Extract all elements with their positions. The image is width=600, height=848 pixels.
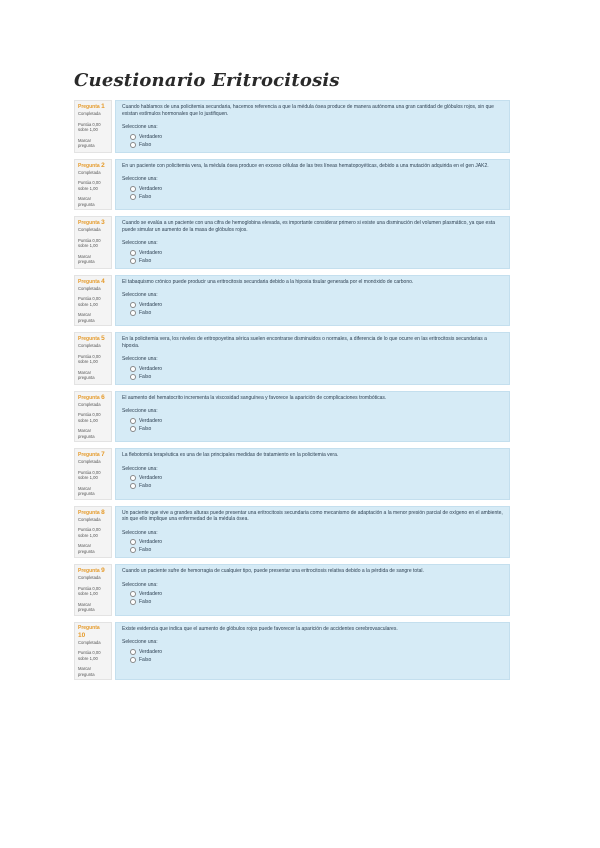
question-status: Completada (78, 459, 101, 464)
select-label: Seleccione una: (122, 240, 158, 246)
question-status: Completada (78, 169, 101, 175)
option-false[interactable] (130, 373, 503, 381)
question-block (74, 275, 510, 327)
question-info (74, 622, 112, 681)
flag-question-link[interactable]: Marcar pregunta (78, 312, 95, 323)
question-status: Completada (78, 111, 101, 116)
flag-question-link[interactable]: Marcar pregunta (78, 253, 95, 264)
radio-button[interactable] (130, 426, 136, 432)
question-number (78, 162, 108, 170)
question-score: Puntúa 0,00 sobre 1,00 (78, 469, 101, 480)
question-status: Completada (78, 639, 101, 645)
option-true-label: Verdadero (139, 539, 163, 545)
radio-button[interactable] (130, 547, 136, 553)
question-content (115, 564, 510, 616)
question-content (115, 332, 510, 385)
question-label: Pregunta (78, 452, 100, 458)
question-text: Cuando hablamos de una policitemia secundaria, hacemos referencia a que la médula ósea produce de manera autónoma una gran cantidad de glóbulos rojos, sin que existan estímulos hormonales que lo justifiquen. (122, 104, 494, 117)
question-text: Cuando un paciente sufre de hemorragia de cualquier tipo, puede presentar una eritrocitosis relativa debido a la pérdida de sangre total. (122, 568, 424, 574)
option-true[interactable] (130, 249, 503, 257)
flag-question-link[interactable]: Marcar pregunta (78, 666, 95, 677)
option-false-label: Falso (139, 599, 152, 605)
question-content (115, 216, 510, 269)
question-label: Pregunta (78, 394, 100, 401)
question-text: Un paciente que vive a grandes alturas puede presentar una eritrocitosis secundaria como mecanismo de adaptación a la menor presión parcial de oxígeno en el ambiente, sin que ello implique una enfermedad de la médula ósea. (122, 509, 503, 522)
radio-button[interactable] (130, 418, 136, 424)
question-block (74, 506, 510, 559)
option-false[interactable] (130, 425, 503, 433)
option-true-label: Verdadero (139, 185, 163, 192)
question-info (74, 332, 112, 385)
radio-button[interactable] (130, 657, 136, 663)
question-block (74, 216, 510, 269)
question-num: 3 (101, 219, 105, 226)
question-status: Completada (78, 227, 101, 232)
question-label: Pregunta (78, 568, 100, 574)
question-number (78, 335, 108, 343)
question-num: 8 (101, 508, 105, 516)
option-true-label: Verdadero (139, 133, 163, 140)
radio-button[interactable] (130, 483, 136, 489)
question-num: 1 (101, 103, 105, 110)
radio-button[interactable] (130, 258, 136, 264)
option-false[interactable] (130, 546, 503, 554)
page-title: Cuestionario Eritrocitosis (74, 70, 340, 91)
question-num: 5 (101, 335, 105, 342)
question-score: Puntúa 0,00 sobre 1,00 (78, 650, 101, 661)
radio-button[interactable] (130, 374, 136, 380)
option-true[interactable] (130, 133, 503, 141)
question-block (74, 159, 510, 211)
question-status: Completada (78, 516, 101, 522)
radio-button[interactable] (130, 310, 136, 316)
question-content (115, 622, 510, 681)
radio-button[interactable] (130, 134, 136, 140)
question-block (74, 564, 510, 616)
question-number (78, 394, 108, 402)
question-score: Puntúa 0,00 sobre 1,00 (78, 353, 101, 364)
radio-button[interactable] (130, 475, 136, 481)
question-info (74, 448, 112, 500)
question-content (115, 159, 510, 211)
select-label: Seleccione una: (122, 408, 158, 414)
question-content (115, 391, 510, 443)
question-content (115, 448, 510, 500)
question-number (78, 451, 108, 459)
question-block (74, 622, 510, 681)
flag-question-link[interactable]: Marcar pregunta (78, 543, 95, 554)
option-false[interactable] (130, 309, 503, 317)
select-label: Seleccione una: (122, 465, 158, 472)
radio-button[interactable] (130, 302, 136, 308)
flag-question-link[interactable]: Marcar pregunta (78, 428, 95, 439)
question-label: Pregunta (78, 162, 100, 169)
option-false[interactable] (130, 656, 503, 664)
select-label: Seleccione una: (122, 639, 158, 645)
question-info (74, 159, 112, 211)
option-false-label: Falso (139, 373, 152, 380)
question-text: El tabaquismo crónico puede producir una eritrocitosis secundaria debido a la hipoxia tisular generada por el monóxido de carbono. (122, 278, 414, 285)
option-false-label: Falso (139, 257, 152, 264)
question-label: Pregunta (78, 509, 100, 516)
option-true-label: Verdadero (139, 249, 163, 256)
question-info (74, 275, 112, 327)
question-score: Puntúa 0,00 sobre 1,00 (78, 180, 101, 191)
question-num: 9 (101, 567, 105, 574)
question-info (74, 100, 112, 153)
option-true-label: Verdadero (139, 417, 163, 424)
option-false[interactable] (130, 598, 503, 606)
question-content (115, 275, 510, 327)
option-false-label: Falso (139, 309, 152, 316)
option-true-label: Verdadero (139, 591, 163, 597)
question-number (78, 567, 108, 575)
question-info (74, 391, 112, 443)
select-label: Seleccione una: (122, 124, 158, 130)
question-number (78, 103, 108, 111)
option-false-label: Falso (139, 193, 152, 200)
option-false-label: Falso (139, 483, 152, 489)
question-label: Pregunta (78, 220, 100, 226)
radio-button[interactable] (130, 539, 136, 545)
question-label: Pregunta (78, 624, 100, 631)
option-true-label: Verdadero (139, 648, 163, 655)
question-block (74, 332, 510, 385)
option-true[interactable] (130, 474, 503, 482)
radio-button[interactable] (130, 142, 136, 148)
question-label: Pregunta (78, 336, 100, 342)
question-list (74, 100, 510, 686)
radio-button[interactable] (130, 366, 136, 372)
question-label: Pregunta (78, 278, 100, 285)
select-label: Seleccione una: (122, 176, 158, 182)
select-label: Seleccione una: (122, 356, 158, 362)
option-true-label: Verdadero (139, 301, 163, 308)
radio-button[interactable] (130, 186, 136, 192)
question-num: 4 (101, 277, 105, 285)
select-label: Seleccione una: (122, 529, 158, 536)
question-status: Completada (78, 575, 101, 580)
question-status: Completada (78, 285, 101, 291)
question-info (74, 506, 112, 559)
flag-question-link[interactable]: Marcar pregunta (78, 369, 95, 380)
option-false-label: Falso (139, 547, 152, 553)
radio-button[interactable] (130, 250, 136, 256)
question-text: Existe evidencia que indica que el aumento de glóbulos rojos puede favorecer la aparición de accidentes cerebrovasculares. (122, 625, 398, 632)
question-num: 10 (78, 631, 86, 639)
question-num: 6 (101, 393, 105, 401)
option-true-label: Verdadero (139, 475, 163, 481)
question-score: Puntúa 0,00 sobre 1,00 (78, 121, 101, 132)
option-false-label: Falso (139, 425, 152, 432)
option-false-label: Falso (139, 656, 152, 663)
question-info (74, 216, 112, 269)
option-false[interactable] (130, 482, 503, 490)
question-block (74, 448, 510, 500)
question-score: Puntúa 0,00 sobre 1,00 (78, 585, 101, 596)
radio-button[interactable] (130, 599, 136, 605)
option-true[interactable] (130, 648, 503, 656)
flag-question-link[interactable]: Marcar pregunta (78, 485, 95, 496)
question-text: El aumento del hematocrito incrementa la viscosidad sanguínea y favorece la aparición de complicaciones trombóticas. (122, 394, 387, 401)
question-score: Puntúa 0,00 sobre 1,00 (78, 412, 101, 423)
question-block (74, 100, 510, 153)
select-label: Seleccione una: (122, 581, 158, 588)
question-number (78, 625, 108, 640)
question-number (78, 219, 108, 227)
question-number (78, 278, 108, 286)
question-status: Completada (78, 343, 101, 348)
question-text: En la policitemia vera, los niveles de eritropoyetina sérica suelen encontrarse disminuidos o normales, a diferencia de lo que ocurre en las eritrocitosis secundarias a hipoxia. (122, 336, 487, 349)
option-true[interactable] (130, 365, 503, 373)
flag-question-link[interactable]: Marcar pregunta (78, 196, 95, 207)
option-false-label: Falso (139, 141, 152, 148)
question-score: Puntúa 0,00 sobre 1,00 (78, 237, 101, 248)
option-true[interactable] (130, 301, 503, 309)
option-false[interactable] (130, 257, 503, 265)
question-num: 7 (101, 451, 105, 458)
select-label: Seleccione una: (122, 292, 158, 298)
option-false[interactable] (130, 141, 503, 149)
question-content (115, 506, 510, 559)
radio-button[interactable] (130, 591, 136, 597)
question-info (74, 564, 112, 616)
question-number (78, 509, 108, 517)
question-score: Puntúa 0,00 sobre 1,00 (78, 527, 101, 538)
option-false[interactable] (130, 193, 503, 201)
question-label: Pregunta (78, 104, 100, 110)
question-score: Puntúa 0,00 sobre 1,00 (78, 296, 101, 307)
option-true[interactable] (130, 417, 503, 425)
flag-question-link[interactable]: Marcar pregunta (78, 601, 95, 612)
flag-question-link[interactable]: Marcar pregunta (78, 137, 95, 148)
radio-button[interactable] (130, 194, 136, 200)
radio-button[interactable] (130, 649, 136, 655)
question-block (74, 391, 510, 443)
option-true[interactable] (130, 185, 503, 193)
option-true[interactable] (130, 538, 503, 546)
option-true[interactable] (130, 590, 503, 598)
question-content (115, 100, 510, 153)
question-text: Cuando se evalúa a un paciente con una cifra de hemoglobina elevada, es importante considerar primero si existe una disminución del volumen plasmático, ya que esta puede simular un aumento de la masa de glóbulos rojos. (122, 220, 495, 233)
question-num: 2 (101, 161, 105, 169)
question-status: Completada (78, 401, 101, 407)
question-text: En un paciente con policitemia vera, la médula ósea produce en exceso células de las tres líneas hematopoyéticas, debido a una mutación adquirida en el gen JAK2. (122, 162, 489, 169)
option-true-label: Verdadero (139, 365, 163, 372)
question-text: La flebotomía terapéutica es una de las principales medidas de tratamiento en la policitemia vera. (122, 452, 339, 458)
